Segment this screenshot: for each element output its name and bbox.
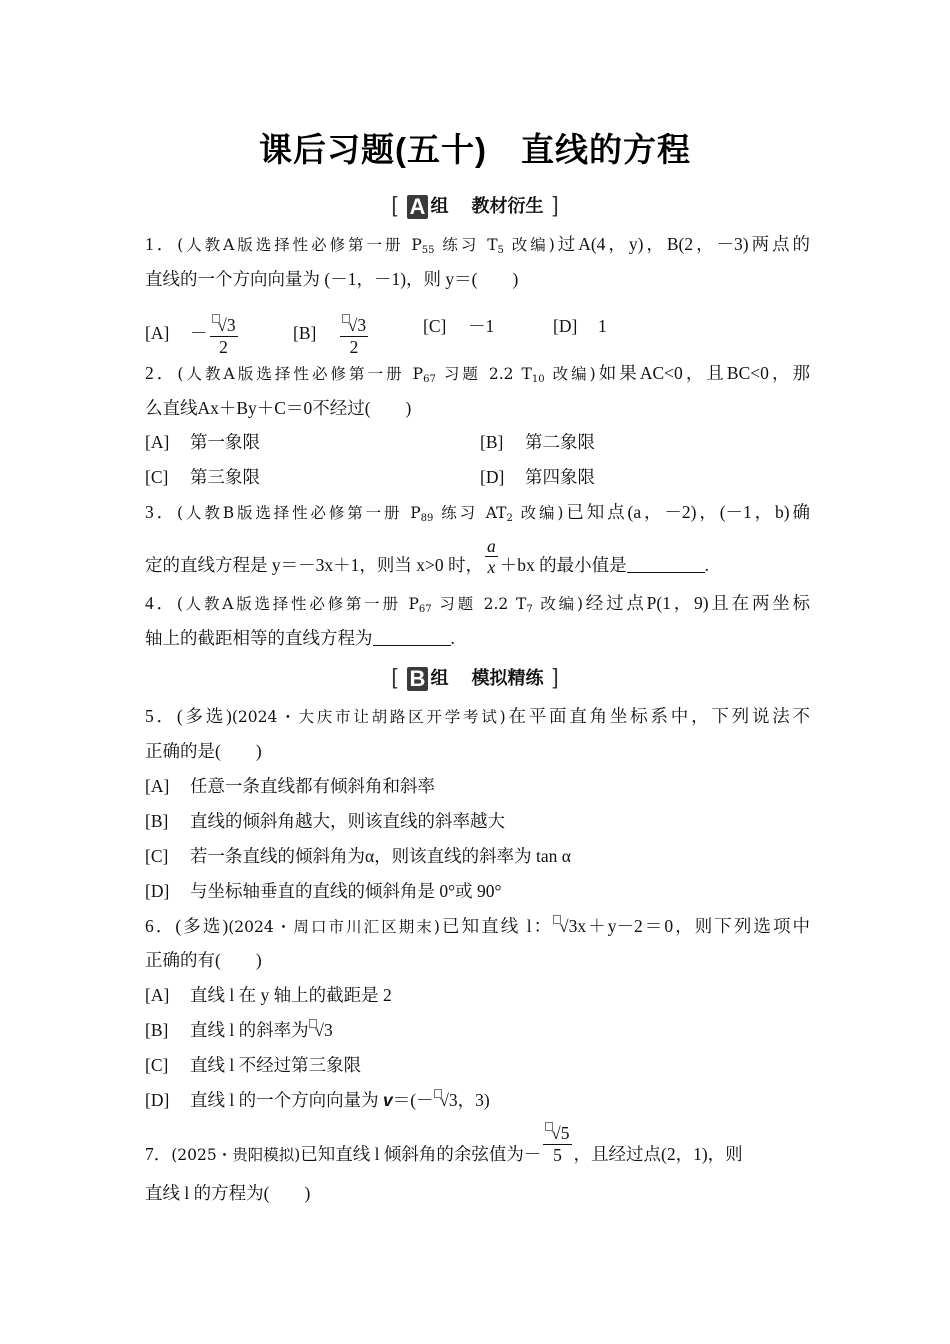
q1-source: (人教A版选择性必修第一册 $P_{55}$ 练习 $T_5$ 改编) (177, 236, 555, 256)
q4-stem-1: 经过点P(1，9)且在两坐标 (583, 593, 811, 613)
q2-option-b[interactable]: [B] 第二象限 (480, 432, 595, 452)
q1-options (145, 304, 810, 357)
q1-stem-1: 过A(4，y)，B(2，－3)两点的 (554, 234, 811, 254)
q5-option-d[interactable]: [D] 与坐标轴垂直的直线的倾斜角是 0°或 90° (145, 881, 502, 901)
q2-line1: 2．(人教A版选择性必修第一册 $P_{67}$ 习题 2.2 $T_{10}$ 改编)如果AC<0，且BC<0，那 (145, 363, 810, 385)
q4-line1: 4．(人教A版选择性必修第一册 $P_{67}$ 习题 2.2 $T_7$ 改编)经过点P(1，9)且在两坐标 (145, 593, 811, 615)
q2-line2: 么直线Ax＋By＋C＝0不经过( ) (145, 398, 412, 418)
q1-option-d[interactable]: [D] 1 (553, 316, 607, 336)
page-title (0, 124, 950, 171)
q6-option-c[interactable]: [C] 直线 l 不经过第三象限 (145, 1055, 362, 1075)
q2-options-row1 (145, 430, 810, 456)
q7-source: (2025・贵阳模拟) (171, 1145, 301, 1164)
group-a-badge-icon: A (407, 195, 429, 219)
q2-options-row2 (145, 465, 810, 491)
section-a-title: 教材衍生 (471, 196, 544, 216)
vector-v: v (383, 1090, 393, 1110)
q7-line1: 7．(2025・贵阳模拟)已知直线 l 倾斜角的余弦值为－ $\frac{√5}{5}$ ，且经过点(2，1)，则 (145, 1123, 743, 1165)
q6-option-a[interactable]: [A] 直线 l 在 y 轴上的截距是 2 (145, 985, 392, 1005)
q6-source: (2024・周口市川汇区期末) (228, 918, 440, 936)
q2-option-d[interactable]: [D] 第四象限 (480, 467, 595, 487)
q4-answer-blank[interactable] (373, 629, 451, 646)
group-b-badge-icon: B (407, 667, 429, 691)
section-b-title: 模拟精练 (471, 668, 544, 688)
q3-fraction: $\frac{a}{x}$ (487, 536, 496, 577)
q3-source: (人教B版选择性必修第一册 $P_{89}$ 练习 $AT_2$ 改编) (177, 504, 564, 524)
bracket-open: [ (391, 192, 398, 217)
q5-tag: (多选) (176, 706, 232, 726)
q5-option-c[interactable]: [C] 若一条直线的倾斜角为α，则该直线的斜率为 tan α (145, 846, 571, 866)
q6-option-d[interactable]: [D] 直线 l 的一个方向向量为 v＝(－ √3，3) (145, 1090, 490, 1110)
q5-line1: 5．(多选)(2024・大庆市让胡路区开学考试)在平面直角坐标系中，下列说法不 (145, 706, 811, 726)
q5-option-a[interactable]: [A] 任意一条直线都有倾斜角和斜率 (145, 776, 435, 796)
q2-source: (人教A版选择性必修第一册 $P_{67}$ 习题 2.2 $T_{10}$ 改编) (177, 365, 596, 385)
q1-line1: 1．(人教A版选择性必修第一册 $P_{55}$ 练习 $T_5$ 改编)过A(4，y)，B(2，－3)两点的 (145, 234, 811, 256)
section-b-header: [ B 组 模拟精练 ] (391, 664, 559, 691)
q4-line2: 轴上的截距相等的直线方程为 . (145, 628, 455, 648)
q2-option-c[interactable]: [C] 第三象限 (145, 467, 260, 487)
q3-line1: 3．(人教B版选择性必修第一册 $P_{89}$ 练习 $AT_2$ 改编)已知点(a，－2)，(－1，b)确 (145, 502, 811, 524)
q6-tag: (多选) (175, 916, 229, 936)
q7-fraction: $\frac{√5}{5}$ (543, 1122, 571, 1165)
q5-line2: 正确的是( ) (145, 741, 262, 761)
q1-line2: 直线的一个方向向量为 (－1，－1)，则 y＝( ) (145, 269, 519, 289)
title-main: 课后习题(五十) (259, 131, 487, 168)
bracket-close: ] (552, 192, 559, 217)
q5-option-b[interactable]: [B] 直线的倾斜角越大，则该直线的斜率越大 (145, 811, 505, 831)
q7-line2: 直线 l 的方程为( ) (145, 1183, 311, 1203)
q3-answer-blank[interactable] (627, 556, 705, 573)
q6-line1: 6．(多选)(2024・周口市川汇区期末)已知直线 l： √3x＋y－2＝0，则下列选项中 (145, 916, 811, 936)
q1-option-a[interactable]: [A] － $\frac{√3}{2}$ (145, 315, 236, 357)
title-sub: 直线的方程 (520, 131, 691, 168)
q1-option-b[interactable]: [B] $\frac{√3}{2}$ (293, 315, 367, 357)
q5-source: (2024・大庆市让胡路区开学考试) (231, 708, 506, 726)
q3-stem-1: 已知点(a，－2)，(－1，b)确 (563, 502, 811, 522)
q2-stem-1: 如果AC<0，且BC<0，那 (595, 363, 810, 383)
q1-option-c[interactable]: [C] －1 (423, 316, 495, 336)
section-a-header (0, 190, 950, 220)
q2-option-a[interactable]: [A] 第一象限 (145, 432, 260, 452)
q6-line2: 正确的有( ) (145, 950, 262, 970)
q4-source: (人教A版选择性必修第一册 $P_{67}$ 习题 2.2 $T_7$ 改编) (176, 595, 584, 615)
q3-line2: 定的直线方程是 y＝－3x＋1，则当 x>0 时， $\frac{a}{x}$ ＋bx 的最小值是 . (145, 536, 709, 577)
q6-option-b[interactable]: [B] 直线 l 的斜率为 √3 (145, 1020, 333, 1040)
group-label: 组 (430, 196, 449, 216)
